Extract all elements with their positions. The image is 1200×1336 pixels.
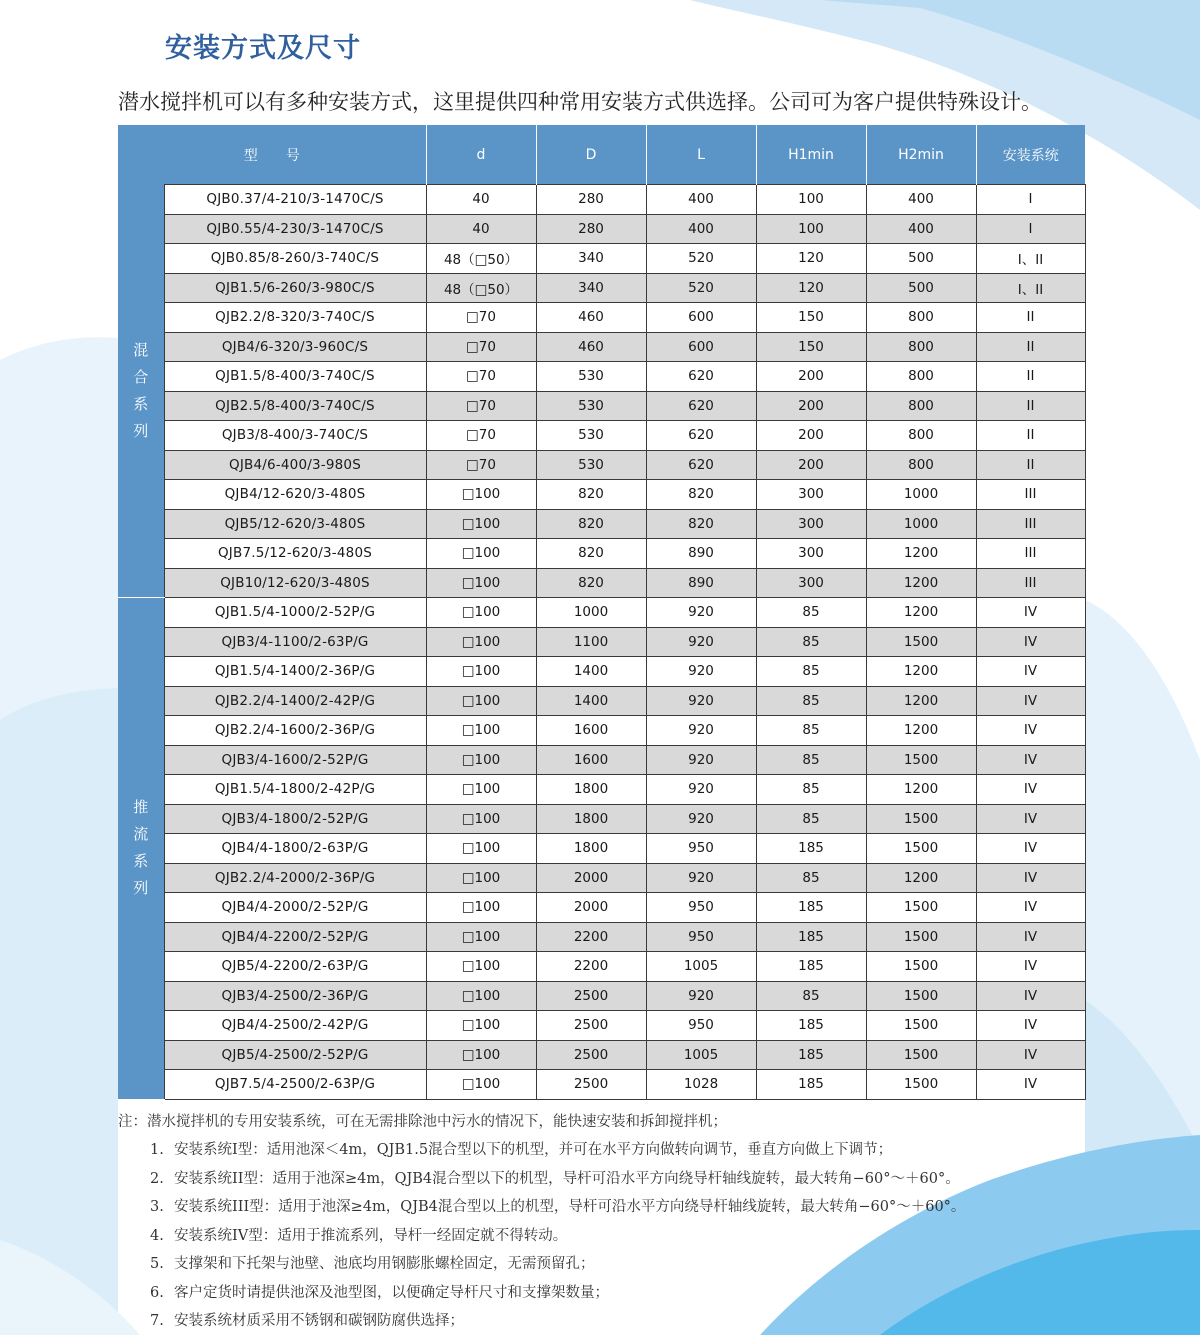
table-row	[118, 421, 1085, 451]
table-row	[118, 598, 1085, 628]
cell-h1min: 85	[756, 863, 866, 893]
cell-d: □100	[426, 1011, 536, 1041]
table-row	[118, 214, 1085, 244]
cell-model: QJB3/4-1100/2-63P/G	[164, 627, 426, 657]
cell-d: □100	[426, 775, 536, 805]
cell-h2min: 400	[866, 185, 976, 215]
cell-h2min: 1500	[866, 981, 976, 1011]
cell-system: IV	[976, 952, 1085, 982]
cell-model: QJB2.2/4-2000/2-36P/G	[164, 863, 426, 893]
table-row	[118, 863, 1085, 893]
cell-D: 530	[536, 421, 646, 451]
table-row	[118, 775, 1085, 805]
cell-system: IV	[976, 716, 1085, 746]
table-row	[118, 804, 1085, 834]
table-row	[118, 391, 1085, 421]
cell-d: 48（□50）	[426, 244, 536, 274]
cell-d: □100	[426, 893, 536, 923]
header-d: d	[426, 125, 536, 185]
cell-system: IV	[976, 775, 1085, 805]
cell-h2min: 1200	[866, 657, 976, 687]
cell-D: 1800	[536, 775, 646, 805]
note-number: 3.	[150, 1199, 164, 1215]
cell-L: 890	[646, 539, 756, 569]
cell-d: □100	[426, 1040, 536, 1070]
table-row	[118, 362, 1085, 392]
note-number: 7.	[150, 1313, 164, 1329]
note-text: 安装系统材质采用不锈钢和碳钢防腐供选择；	[174, 1313, 464, 1329]
cell-D: 2500	[536, 1040, 646, 1070]
cell-h2min: 800	[866, 450, 976, 480]
note-number: 4.	[150, 1227, 164, 1244]
cell-d: □100	[426, 686, 536, 716]
cell-h1min: 85	[756, 775, 866, 805]
cell-model: QJB2.2/4-1600/2-36P/G	[164, 716, 426, 746]
cell-system: II	[976, 362, 1085, 392]
cell-h2min: 1200	[866, 568, 976, 598]
cell-model: QJB4/4-2200/2-52P/G	[164, 922, 426, 952]
cell-h2min: 1200	[866, 598, 976, 628]
cell-h1min: 200	[756, 450, 866, 480]
cell-L: 620	[646, 362, 756, 392]
cell-D: 530	[536, 362, 646, 392]
cell-D: 460	[536, 332, 646, 362]
cell-h2min: 1500	[866, 804, 976, 834]
cell-h2min: 800	[866, 421, 976, 451]
cell-D: 1100	[536, 627, 646, 657]
table-row	[118, 539, 1085, 569]
cell-d: □70	[426, 391, 536, 421]
cell-model: QJB0.37/4-210/3-1470C/S	[164, 185, 426, 215]
note-item	[118, 1136, 965, 1165]
cell-d: □70	[426, 332, 536, 362]
table-row	[118, 480, 1085, 510]
cell-D: 1400	[536, 657, 646, 687]
cell-model: QJB3/8-400/3-740C/S	[164, 421, 426, 451]
cell-D: 2200	[536, 952, 646, 982]
cell-h2min: 1200	[866, 716, 976, 746]
cell-h2min: 1200	[866, 863, 976, 893]
cell-h1min: 85	[756, 657, 866, 687]
cell-system: IV	[976, 1011, 1085, 1041]
cell-h1min: 300	[756, 568, 866, 598]
cell-h2min: 1200	[866, 686, 976, 716]
cell-h2min: 1000	[866, 480, 976, 510]
cell-D: 530	[536, 391, 646, 421]
cell-L: 920	[646, 627, 756, 657]
cell-model: QJB7.5/4-2500/2-63P/G	[164, 1070, 426, 1100]
cell-h2min: 1500	[866, 922, 976, 952]
cell-h1min: 120	[756, 244, 866, 274]
note-number: 2.	[150, 1170, 164, 1187]
cell-h2min: 1500	[866, 952, 976, 982]
cell-h1min: 200	[756, 421, 866, 451]
note-number: 5.	[150, 1256, 164, 1272]
cell-h1min: 200	[756, 391, 866, 421]
table-row	[118, 568, 1085, 598]
intro-text: 潜水搅拌机可以有多种安装方式，这里提供四种常用安装方式供选择。公司可为客户提供特殊设计。	[118, 90, 1042, 114]
header-model: 型 号	[118, 125, 426, 185]
cell-h2min: 800	[866, 303, 976, 333]
cell-L: 920	[646, 598, 756, 628]
cell-h2min: 1000	[866, 509, 976, 539]
cell-system: III	[976, 480, 1085, 510]
cell-L: 950	[646, 834, 756, 864]
cell-D: 2000	[536, 863, 646, 893]
cell-h1min: 300	[756, 539, 866, 569]
cell-h2min: 1200	[866, 539, 976, 569]
cell-L: 620	[646, 450, 756, 480]
cell-d: □100	[426, 716, 536, 746]
cell-model: QJB1.5/8-400/3-740C/S	[164, 362, 426, 392]
cell-L: 1005	[646, 952, 756, 982]
cell-h1min: 85	[756, 686, 866, 716]
cell-L: 620	[646, 421, 756, 451]
cell-D: 280	[536, 185, 646, 215]
cell-h1min: 200	[756, 362, 866, 392]
table-row	[118, 981, 1085, 1011]
page-title: 安装方式及尺寸	[165, 33, 361, 64]
note-text: 客户定货时请提供池深及池型图，以便确定导杆尺寸和支撑架数量；	[174, 1284, 609, 1301]
cell-d: □100	[426, 804, 536, 834]
cell-system: IV	[976, 863, 1085, 893]
note-text: 安装系统I型：适用池深＜4m，QJB1.5混合型以下的机型，并可在水平方向做转向调节，垂直方向做上下调节；	[174, 1142, 893, 1158]
table-row	[118, 657, 1085, 687]
cell-system: III	[976, 539, 1085, 569]
table-row	[118, 716, 1085, 746]
note-item	[118, 1307, 965, 1336]
cell-L: 400	[646, 185, 756, 215]
table-row	[118, 893, 1085, 923]
cell-system: IV	[976, 745, 1085, 775]
cell-h2min: 500	[866, 273, 976, 303]
note-item	[118, 1279, 965, 1308]
table-row	[118, 686, 1085, 716]
cell-system: IV	[976, 893, 1085, 923]
spec-table-wrapper	[118, 125, 1085, 1100]
note-item	[118, 1222, 965, 1251]
cell-model: QJB4/4-2500/2-42P/G	[164, 1011, 426, 1041]
cell-D: 280	[536, 214, 646, 244]
table-body	[118, 185, 1085, 1100]
cell-system: II	[976, 303, 1085, 333]
cell-L: 950	[646, 893, 756, 923]
cell-model: QJB2.2/8-320/3-740C/S	[164, 303, 426, 333]
cell-d: □100	[426, 863, 536, 893]
table-row	[118, 627, 1085, 657]
cell-L: 920	[646, 716, 756, 746]
cell-model: QJB4/6-400/3-980S	[164, 450, 426, 480]
cell-L: 920	[646, 804, 756, 834]
cell-system: III	[976, 509, 1085, 539]
cell-h1min: 150	[756, 332, 866, 362]
cell-L: 920	[646, 981, 756, 1011]
table-row	[118, 273, 1085, 303]
table-row	[118, 244, 1085, 274]
cell-d: □70	[426, 362, 536, 392]
series-label-mix	[118, 185, 164, 598]
header-install-system: 安装系统	[976, 125, 1085, 185]
cell-model: QJB0.85/8-260/3-740C/S	[164, 244, 426, 274]
table-row	[118, 1011, 1085, 1041]
note-number: 6.	[150, 1284, 164, 1301]
cell-system: IV	[976, 922, 1085, 952]
cell-h1min: 300	[756, 509, 866, 539]
cell-L: 920	[646, 863, 756, 893]
cell-d: □100	[426, 480, 536, 510]
table-row	[118, 185, 1085, 215]
cell-h1min: 185	[756, 893, 866, 923]
table-row	[118, 834, 1085, 864]
cell-model: QJB1.5/4-1400/2-36P/G	[164, 657, 426, 687]
cell-D: 1000	[536, 598, 646, 628]
cell-h1min: 185	[756, 1040, 866, 1070]
note-number: 1.	[150, 1142, 164, 1158]
cell-d: □100	[426, 1070, 536, 1100]
cell-model: QJB1.5/6-260/3-980C/S	[164, 273, 426, 303]
cell-h1min: 300	[756, 480, 866, 510]
cell-h1min: 85	[756, 981, 866, 1011]
cell-h1min: 185	[756, 834, 866, 864]
cell-system: I、II	[976, 273, 1085, 303]
cell-d: 48（□50）	[426, 273, 536, 303]
cell-model: QJB7.5/12-620/3-480S	[164, 539, 426, 569]
table-row	[118, 1040, 1085, 1070]
cell-model: QJB5/4-2200/2-63P/G	[164, 952, 426, 982]
cell-system: II	[976, 450, 1085, 480]
cell-model: QJB3/4-2500/2-36P/G	[164, 981, 426, 1011]
cell-d: □100	[426, 657, 536, 687]
cell-system: II	[976, 332, 1085, 362]
cell-system: IV	[976, 686, 1085, 716]
cell-d: □100	[426, 539, 536, 569]
cell-D: 1600	[536, 745, 646, 775]
cell-D: 820	[536, 568, 646, 598]
cell-d: □100	[426, 922, 536, 952]
cell-h2min: 1500	[866, 893, 976, 923]
cell-h1min: 150	[756, 303, 866, 333]
cell-h1min: 85	[756, 627, 866, 657]
note-text: 安装系统IV型：适用于推流系列，导杆一经固定就不得转动。	[174, 1227, 568, 1244]
cell-system: II	[976, 391, 1085, 421]
table-row	[118, 952, 1085, 982]
cell-h1min: 85	[756, 716, 866, 746]
cell-D: 1400	[536, 686, 646, 716]
cell-L: 920	[646, 775, 756, 805]
cell-model: QJB4/6-320/3-960C/S	[164, 332, 426, 362]
table-header-row	[118, 125, 1085, 185]
cell-model: QJB5/12-620/3-480S	[164, 509, 426, 539]
table-row	[118, 509, 1085, 539]
cell-L: 520	[646, 273, 756, 303]
cell-h1min: 100	[756, 214, 866, 244]
cell-L: 820	[646, 480, 756, 510]
cell-L: 920	[646, 657, 756, 687]
cell-h1min: 185	[756, 1070, 866, 1100]
cell-h2min: 400	[866, 214, 976, 244]
cell-h2min: 1500	[866, 834, 976, 864]
cell-L: 1005	[646, 1040, 756, 1070]
cell-h1min: 85	[756, 745, 866, 775]
cell-h2min: 800	[866, 332, 976, 362]
cell-system: III	[976, 568, 1085, 598]
cell-d: □70	[426, 303, 536, 333]
cell-L: 890	[646, 568, 756, 598]
cell-d: □100	[426, 952, 536, 982]
cell-d: □100	[426, 627, 536, 657]
cell-system: IV	[976, 804, 1085, 834]
note-text: 安装系统II型：适用于池深≥4m，QJB4混合型以下的机型，导杆可沿水平方向绕导杆轴线旋转，最大转角−60°～＋60°。	[174, 1170, 960, 1187]
cell-d: 40	[426, 185, 536, 215]
cell-model: QJB4/12-620/3-480S	[164, 480, 426, 510]
header-h1min: H1min	[756, 125, 866, 185]
cell-D: 2200	[536, 922, 646, 952]
cell-system: IV	[976, 981, 1085, 1011]
note-item	[118, 1193, 965, 1222]
cell-model: QJB3/4-1800/2-52P/G	[164, 804, 426, 834]
cell-D: 340	[536, 273, 646, 303]
cell-system: IV	[976, 1040, 1085, 1070]
cell-L: 920	[646, 686, 756, 716]
cell-h2min: 1500	[866, 1070, 976, 1100]
cell-model: QJB4/4-2000/2-52P/G	[164, 893, 426, 923]
cell-D: 340	[536, 244, 646, 274]
cell-model: QJB3/4-1600/2-52P/G	[164, 745, 426, 775]
cell-h1min: 120	[756, 273, 866, 303]
cell-L: 400	[646, 214, 756, 244]
cell-model: QJB5/4-2500/2-52P/G	[164, 1040, 426, 1070]
table-row	[118, 450, 1085, 480]
table-row	[118, 1070, 1085, 1100]
cell-h2min: 800	[866, 391, 976, 421]
cell-model: QJB2.5/8-400/3-740C/S	[164, 391, 426, 421]
cell-D: 1600	[536, 716, 646, 746]
header-D: D	[536, 125, 646, 185]
cell-system: II	[976, 421, 1085, 451]
note-item	[118, 1165, 965, 1194]
cell-model: QJB1.5/4-1800/2-42P/G	[164, 775, 426, 805]
cell-system: IV	[976, 657, 1085, 687]
cell-L: 600	[646, 332, 756, 362]
cell-d: □100	[426, 509, 536, 539]
header-L: L	[646, 125, 756, 185]
cell-D: 2000	[536, 893, 646, 923]
cell-d: □100	[426, 981, 536, 1011]
cell-h1min: 185	[756, 952, 866, 982]
spec-table	[118, 125, 1086, 1100]
cell-system: I	[976, 185, 1085, 215]
cell-D: 460	[536, 303, 646, 333]
cell-model: QJB1.5/4-1000/2-52P/G	[164, 598, 426, 628]
cell-D: 530	[536, 450, 646, 480]
notes-list	[118, 1136, 965, 1336]
cell-D: 820	[536, 480, 646, 510]
series-label-text: 推流系列	[133, 798, 149, 898]
cell-d: □70	[426, 421, 536, 451]
cell-model: QJB10/12-620/3-480S	[164, 568, 426, 598]
cell-L: 820	[646, 509, 756, 539]
cell-D: 1800	[536, 834, 646, 864]
cell-d: □70	[426, 450, 536, 480]
cell-system: I、II	[976, 244, 1085, 274]
cell-d: □100	[426, 745, 536, 775]
cell-h2min: 800	[866, 362, 976, 392]
header-h2min: H2min	[866, 125, 976, 185]
cell-h1min: 85	[756, 598, 866, 628]
cell-h1min: 185	[756, 922, 866, 952]
note-item	[118, 1250, 965, 1279]
cell-D: 2500	[536, 1011, 646, 1041]
note-text: 安装系统III型：适用于池深≥4m，QJB4混合型以上的机型，导杆可沿水平方向绕导杆轴线旋转，最大转角−60°～＋60°。	[174, 1199, 966, 1215]
cell-d: 40	[426, 214, 536, 244]
cell-h2min: 1500	[866, 1011, 976, 1041]
cell-h2min: 1500	[866, 627, 976, 657]
series-label-text: 混合系列	[133, 340, 149, 440]
cell-system: IV	[976, 834, 1085, 864]
cell-h2min: 1500	[866, 745, 976, 775]
cell-h2min: 1200	[866, 775, 976, 805]
cell-h2min: 1500	[866, 1040, 976, 1070]
notes-head: 注：潜水搅拌机的专用安装系统，可在无需排除池中污水的情况下，能快速安装和拆卸搅拌机；	[118, 1114, 727, 1130]
cell-system: I	[976, 214, 1085, 244]
cell-model: QJB2.2/4-1400/2-42P/G	[164, 686, 426, 716]
cell-L: 950	[646, 1011, 756, 1041]
cell-system: IV	[976, 598, 1085, 628]
cell-model: QJB4/4-1800/2-63P/G	[164, 834, 426, 864]
note-text: 支撑架和下托架与池壁、池底均用钢膨胀螺栓固定，无需预留孔；	[174, 1256, 595, 1272]
cell-D: 2500	[536, 1070, 646, 1100]
cell-h1min: 185	[756, 1011, 866, 1041]
cell-L: 920	[646, 745, 756, 775]
cell-L: 620	[646, 391, 756, 421]
cell-h2min: 500	[866, 244, 976, 274]
cell-d: □100	[426, 598, 536, 628]
cell-system: IV	[976, 627, 1085, 657]
cell-D: 2500	[536, 981, 646, 1011]
cell-L: 950	[646, 922, 756, 952]
table-row	[118, 303, 1085, 333]
notes	[118, 1108, 965, 1336]
cell-h1min: 85	[756, 804, 866, 834]
cell-L: 1028	[646, 1070, 756, 1100]
cell-model: QJB0.55/4-230/3-1470C/S	[164, 214, 426, 244]
cell-L: 520	[646, 244, 756, 274]
cell-h1min: 100	[756, 185, 866, 215]
cell-D: 820	[536, 509, 646, 539]
table-row	[118, 922, 1085, 952]
cell-d: □100	[426, 834, 536, 864]
cell-d: □100	[426, 568, 536, 598]
table-row	[118, 332, 1085, 362]
table-row	[118, 745, 1085, 775]
cell-L: 600	[646, 303, 756, 333]
cell-D: 820	[536, 539, 646, 569]
series-label-push	[118, 598, 164, 1100]
cell-system: IV	[976, 1070, 1085, 1100]
cell-D: 1800	[536, 804, 646, 834]
